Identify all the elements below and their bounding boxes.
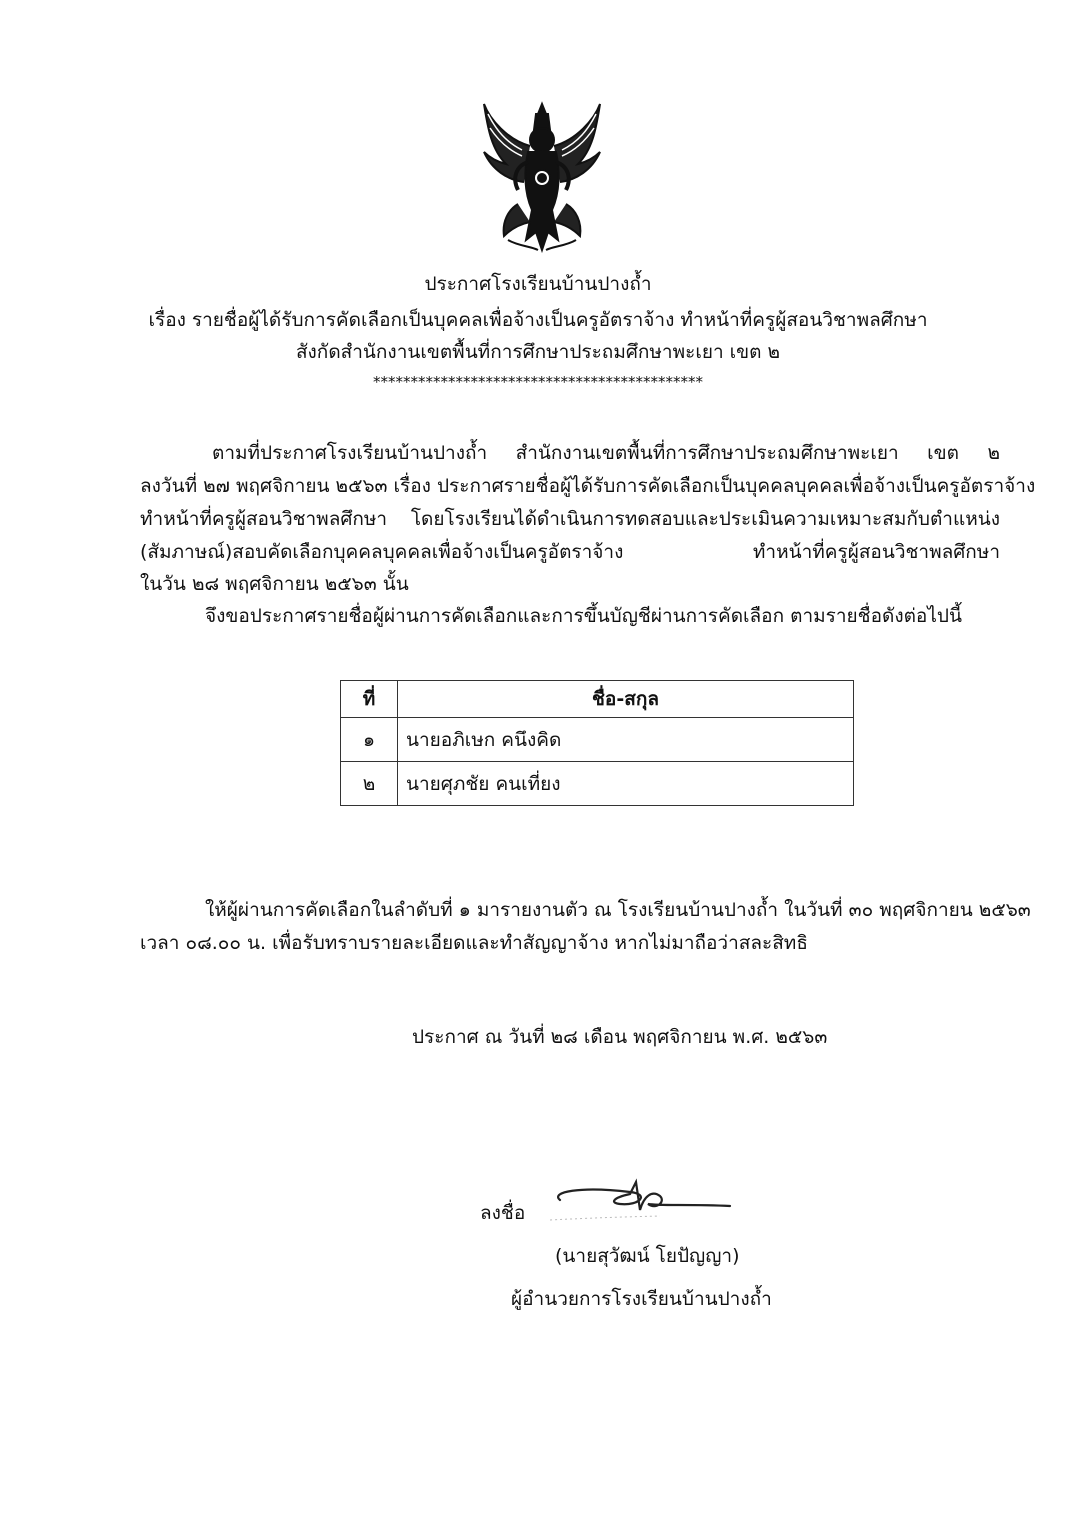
intro-line-6: จึงขอประกาศรายชื่อผู้ผ่านการคัดเลือกและการขึ้นบัญชีผ่านการคัดเลือก ตามรายชื่อดังต่อไปนี้ (205, 605, 962, 627)
intro-line-5: ในวัน ๒๘ พฤศจิกายน ๒๕๖๓ นั้น (140, 573, 409, 595)
notice-line-1: ให้ผู้ผ่านการคัดเลือกในลำดับที่ ๑ มารายงานตัว ณ โรงเรียนบ้านปางถ้ำ ในวันที่ ๓๐ พฤศจิกายน ๒๕๖๓ (205, 899, 1031, 921)
column-header-name: ชื่อ-สกุล (398, 681, 854, 718)
signer-name: (นายสุวัฒน์ โยปัญญา) (555, 1245, 740, 1267)
announcement-subject: เรื่อง รายชื่อผู้ได้รับการคัดเลือกเป็นบุคคลเพื่อจ้างเป็นครูอัตราจ้าง ทำหน้าที่ครูผู้สอนวิชาพลศึกษา (148, 309, 928, 331)
table-row (341, 718, 854, 762)
signer-position: ผู้อำนวยการโรงเรียนบ้านปางถ้ำ (511, 1288, 772, 1310)
intro-line-4: (สัมภาษณ์)สอบคัดเลือกบุคคลบุคคลเพื่อจ้างเป็นครูอัตราจ้าง ทำหน้าที่ครูผู้สอนวิชาพลศึกษา (140, 541, 1000, 563)
intro-line-2: ลงวันที่ ๒๗ พฤศจิกายน ๒๕๖๓ เรื่อง ประกาศรายชื่อผู้ได้รับการคัดเลือกเป็นบุคคลบุคคลเพื่อจ้างเป็นครูอัตราจ้าง (140, 475, 1036, 497)
row-name: นายอภิเษก คนึงคิด (398, 718, 854, 762)
candidates-table (340, 680, 854, 806)
garuda-emblem-icon (478, 100, 606, 258)
announcement-title: ประกาศโรงเรียนบ้านปางถ้ำ (424, 273, 652, 295)
handwritten-signature (540, 1170, 740, 1230)
divider-stars: ******************************************** (373, 373, 703, 391)
announce-date: ประกาศ ณ วันที่ ๒๘ เดือน พฤศจิกายน พ.ศ. ๒๕๖๓ (412, 1026, 828, 1048)
row-number: ๑ (341, 718, 398, 762)
announcement-affiliation: สังกัดสำนักงานเขตพื้นที่การศึกษาประถมศึกษาพะเยา เขต ๒ (295, 341, 781, 363)
notice-line-2: เวลา ๐๘.๐๐ น. เพื่อรับทราบรายละเอียดและทำสัญญาจ้าง หากไม่มาถือว่าสละสิทธิ (140, 932, 808, 954)
row-name: นายศุภชัย คนเที่ยง (398, 762, 854, 806)
row-number: ๒ (341, 762, 398, 806)
intro-line-3: ทำหน้าที่ครูผู้สอนวิชาพลศึกษา โดยโรงเรียนได้ดำเนินการทดสอบและประเมินความเหมาะสมกับตำแหน่ง (140, 508, 1000, 530)
column-header-no: ที่ (341, 681, 398, 718)
table-header-row (341, 681, 854, 718)
table-row (341, 762, 854, 806)
signature-label: ลงชื่อ (480, 1202, 526, 1224)
intro-line-1: ตามที่ประกาศโรงเรียนบ้านปางถ้ำ สำนักงานเขตพื้นที่การศึกษาประถมศึกษาพะเยา เขต ๒ (212, 442, 1000, 464)
